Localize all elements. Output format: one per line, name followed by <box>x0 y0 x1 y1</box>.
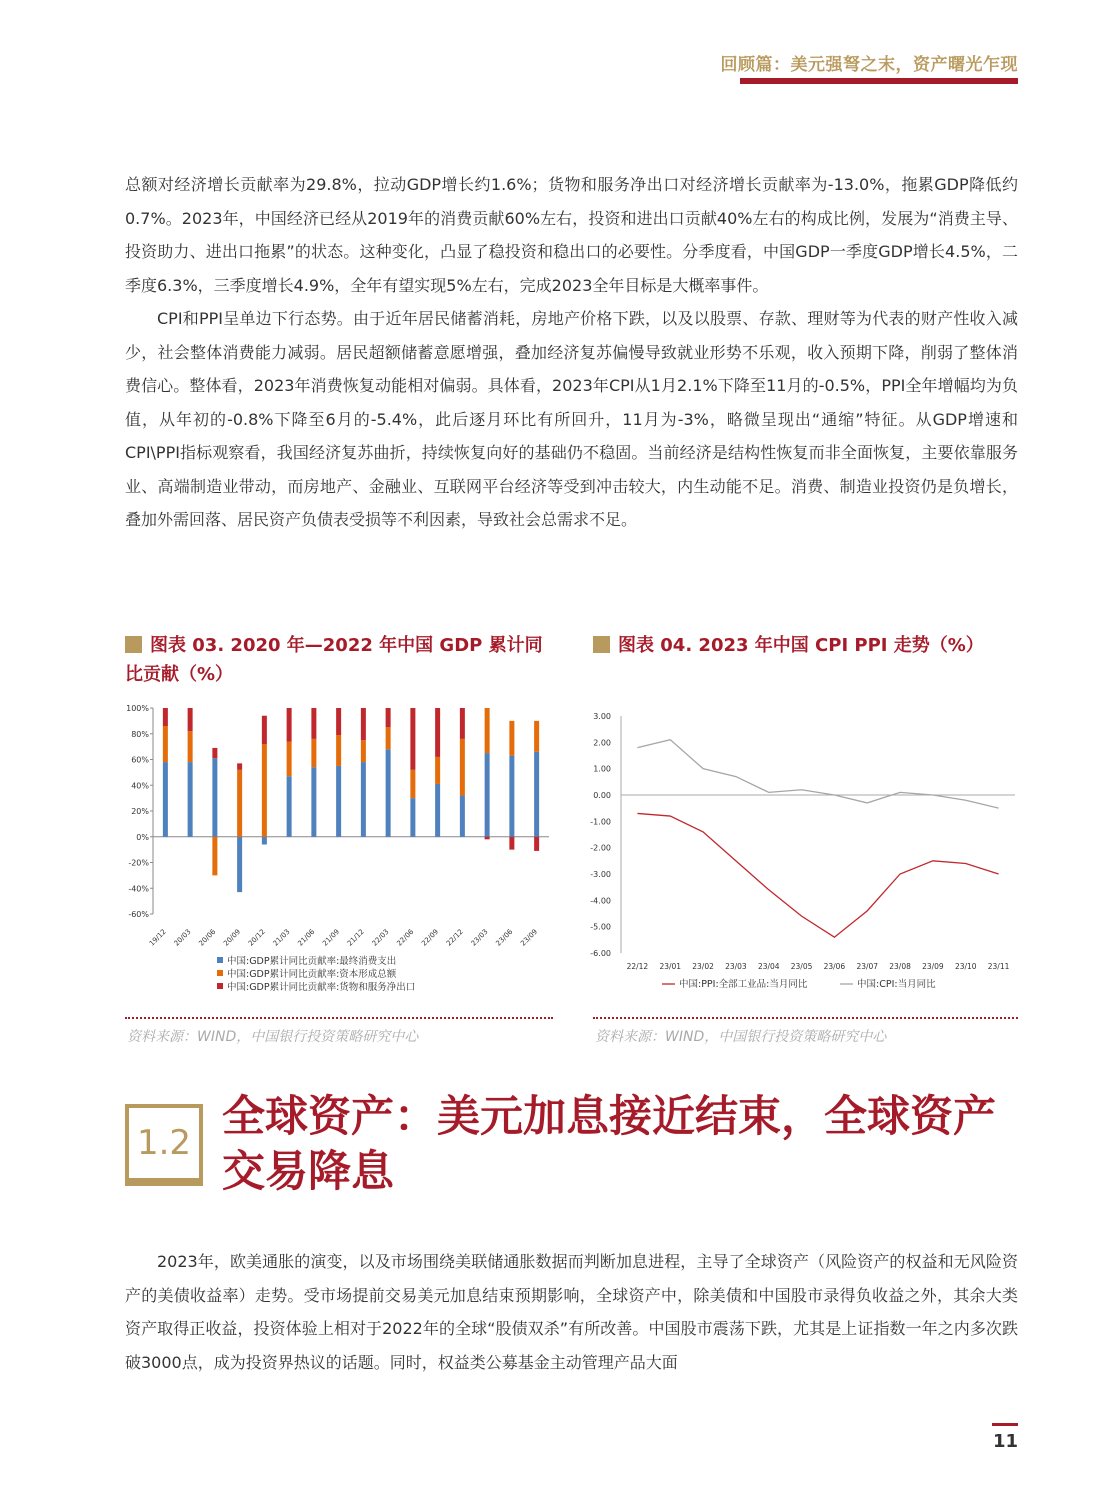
bar-20/09-s2 <box>237 763 242 769</box>
x-tick-label: 23/10 <box>954 962 977 971</box>
x-tick-label: 20/09 <box>222 927 243 948</box>
legend-swatch-1 <box>217 970 223 976</box>
bar-20/03-s1 <box>188 731 193 762</box>
x-tick-label: 23/04 <box>757 962 780 971</box>
bar-21/03-s2 <box>287 708 292 741</box>
y-tick-label: -20% <box>128 858 149 868</box>
y-tick-label: 1.00 <box>593 764 611 774</box>
figure-04-title-text: 图表 04. 2023 年中国 CPI PPI 走势（%） <box>618 635 984 656</box>
bar-20/03-s0 <box>188 762 193 837</box>
x-tick-label: 23/03 <box>725 962 747 971</box>
figure-03-title <box>125 631 555 689</box>
bar-20/12-s0 <box>262 837 267 845</box>
x-tick-label: 22/12 <box>444 927 465 948</box>
legend-label-1: 中国:GDP累计同比贡献率:资本形成总额 <box>227 969 397 980</box>
bar-21/03-s1 <box>287 741 292 776</box>
bar-20/06-s0 <box>212 758 217 837</box>
x-tick-label: 21/12 <box>345 927 366 948</box>
x-tick-label: 21/09 <box>321 927 342 948</box>
y-tick-label: 60% <box>131 755 149 765</box>
x-tick-label: 23/11 <box>987 962 1010 971</box>
bar-19/12-s0 <box>163 762 168 837</box>
legend-label-1: 中国:CPI:当月同比 <box>857 979 936 990</box>
section-number: 1.2 <box>136 1123 192 1163</box>
bar-20/12-s2 <box>262 716 267 744</box>
bar-20/12-s1 <box>262 744 267 837</box>
figure-04-divider <box>593 1017 1018 1019</box>
x-tick-label: 22/09 <box>420 927 441 948</box>
legend-swatch-0 <box>217 957 223 963</box>
x-tick-label: 21/03 <box>271 927 292 948</box>
y-tick-label: 80% <box>131 729 149 739</box>
bar-22/06-s2 <box>410 708 415 770</box>
section-number-underline <box>125 1178 203 1186</box>
header-title: 回顾篇：美元强弩之末，资产曙光乍现 <box>720 55 1018 75</box>
figure-04-source: 资料来源：WIND，中国银行投资策略研究中心 <box>595 1029 887 1045</box>
bar-22/06-s0 <box>410 798 415 837</box>
bar-21/09-s2 <box>336 708 341 735</box>
y-tick-label: 100% <box>126 704 149 713</box>
legend-label-0: 中国:PPI:全部工业品:当月同比 <box>679 979 808 990</box>
x-tick-label: 22/03 <box>370 927 391 948</box>
bar-20/03-s2 <box>188 708 193 731</box>
section-number-box <box>125 1104 203 1182</box>
bar-20/06-s2 <box>212 748 217 758</box>
body-text-bottom <box>125 1245 1018 1379</box>
bar-22/09-s1 <box>435 757 440 784</box>
y-tick-label: 2.00 <box>593 738 611 748</box>
x-tick-label: 20/03 <box>172 927 193 948</box>
paragraph-1: 总额对经济增长贡献率为29.8%，拉动GDP增长约1.6%；货物和服务净出口对经济增长贡献率为-13.0%，拖累GDP降低约0.7%。2023年，中国经济已经从2019年的消费贡献60%左右，投资和进出口贡献40%左右的构成比例，发展为“消费主导、投资助力、进出口拖累”的状态。这种变化，凸显了稳投资和稳出口的必要性。分季度看，中国GDP一季度GDP增长4.5%，二季度6.3%，三季度增长4.9%，全年有望实现5%左右，完成2023全年目标是大概率事件。 <box>125 175 1018 295</box>
y-tick-label: -60% <box>128 910 149 919</box>
header-bar <box>740 78 1018 84</box>
x-tick-label: 23/01 <box>659 962 682 971</box>
figure-04-square-icon <box>593 636 610 653</box>
bar-20/09-s0 <box>237 837 242 892</box>
legend-label-0: 中国:GDP累计同比贡献率:最终消费支出 <box>227 956 397 967</box>
bar-21/06-s0 <box>311 767 316 837</box>
x-tick-label: 23/08 <box>889 962 911 971</box>
bar-22/12-s1 <box>460 739 465 796</box>
bar-23/03-s2 <box>485 837 490 840</box>
figure-03-title-text: 图表 03. 2020 年—2022 年中国 GDP 累计同比贡献（%） <box>125 635 543 685</box>
bar-22/06-s1 <box>410 770 415 798</box>
x-tick-label: 23/09 <box>519 927 540 948</box>
bar-20/06-s1 <box>212 837 217 876</box>
bar-21/12-s0 <box>361 762 366 837</box>
y-tick-label: 0.00 <box>593 791 611 800</box>
y-tick-label: -6.00 <box>590 949 611 958</box>
x-tick-label: 23/06 <box>823 962 846 971</box>
page-number-bar <box>992 1423 1018 1426</box>
series-line-1 <box>637 740 998 808</box>
series-line-0 <box>637 813 998 937</box>
bar-21/09-s1 <box>336 735 341 766</box>
bar-23/09-s1 <box>534 721 539 752</box>
bar-23/03-s1 <box>485 708 490 753</box>
y-tick-label: -40% <box>128 884 149 894</box>
bar-21/03-s0 <box>287 776 292 837</box>
legend-swatch-2 <box>217 983 223 989</box>
x-tick-label: 23/06 <box>494 927 515 948</box>
bar-21/12-s1 <box>361 740 366 762</box>
x-tick-label: 19/12 <box>147 927 168 948</box>
page-number: 11 <box>992 1431 1018 1452</box>
y-tick-label: 3.00 <box>593 712 611 721</box>
x-tick-label: 23/05 <box>790 962 813 971</box>
bar-19/12-s2 <box>163 708 168 726</box>
x-tick-label: 22/06 <box>395 927 416 948</box>
figure-04-title <box>593 631 1023 660</box>
x-tick-label: 23/03 <box>469 927 490 948</box>
paragraph-2: CPI和PPI呈单边下行态势。由于近年居民储蓄消耗，房地产价格下跌，以及以股票、存款、理财等为代表的财产性收入减少，社会整体消费能力减弱。居民超额储蓄意愿增强，叠加经济复苏偏慢导致就业形势不乐观，收入预期下降，削弱了整体消费信心。整体看，2023年消费恢复动能相对偏弱。具体看，2023年CPI从1月2.1%下降至11月的-0.5%，PPI全年增幅均为负值，从年初的-0.8%下降至6月的-5.4%，此后逐月环比有所回升，11月为-3%，略微呈现出“通缩”特征。从GDP增速和CPI\PPI指标观察看，我国经济复苏曲折，持续恢复向好的基础仍不稳固。当前经济是结构性恢复而非全面恢复，主要依靠服务业、高端制造业带动，而房地产、金融业、互联网平台经济等受到冲击较大，内生动能不足。消费、制造业投资仍是负增长，叠加外需回落、居民资产负债表受损等不利因素，导致社会总需求不足。 <box>125 309 1018 529</box>
figure-03-divider <box>125 1017 553 1019</box>
bar-23/06-s2 <box>509 837 514 850</box>
x-tick-label: 23/02 <box>692 962 714 971</box>
bar-22/03-s1 <box>386 727 391 749</box>
bar-23/06-s1 <box>509 721 514 756</box>
figure-03-square-icon <box>125 636 142 653</box>
bar-23/03-s0 <box>485 753 490 837</box>
bar-21/06-s2 <box>311 708 316 739</box>
bar-23/06-s0 <box>509 756 514 837</box>
y-tick-label: -2.00 <box>590 843 611 853</box>
bar-22/12-s0 <box>460 796 465 837</box>
figure-03-source: 资料来源：WIND，中国银行投资策略研究中心 <box>127 1029 419 1045</box>
y-tick-label: -3.00 <box>590 870 611 879</box>
y-tick-label: -4.00 <box>590 896 611 906</box>
y-tick-label: -1.00 <box>590 817 611 827</box>
y-tick-label: -5.00 <box>590 922 611 932</box>
bar-22/03-s2 <box>386 708 391 727</box>
bar-22/09-s2 <box>435 708 440 757</box>
bar-22/03-s0 <box>386 749 391 837</box>
paragraph-3: 2023年，欧美通胀的演变，以及市场围绕美联储通胀数据而判断加息进程，主导了全球资产（风险资产的权益和无风险资产的美债收益率）走势。受市场提前交易美元加息结束预期影响，全球资产中，除美债和中国股市录得负收益之外，其余大类资产取得正收益，投资体验上相对于2022年的全球“股债双杀”有所改善。中国股市震荡下跌，尤其是上证指数一年之内多次跌破3000点，成为投资界热议的话题。同时，权益类公募基金主动管理产品大面 <box>125 1252 1018 1372</box>
gdp-contribution-bar-chart <box>125 698 555 1010</box>
x-tick-label: 22/12 <box>626 962 649 971</box>
y-tick-label: 40% <box>131 781 149 791</box>
bar-21/12-s2 <box>361 708 366 740</box>
x-tick-label: 20/12 <box>246 927 267 948</box>
y-tick-label: 20% <box>131 807 149 816</box>
x-tick-label: 23/09 <box>922 962 944 971</box>
x-tick-label: 23/07 <box>856 962 879 971</box>
bar-21/06-s1 <box>311 739 316 767</box>
legend-label-2: 中国:GDP累计同比贡献率:货物和服务净出口 <box>227 982 416 993</box>
cpi-ppi-line-chart <box>587 705 1023 1005</box>
bar-19/12-s1 <box>163 726 168 762</box>
bar-20/09-s1 <box>237 770 242 837</box>
bar-23/09-s0 <box>534 752 539 837</box>
body-text-top <box>125 168 1018 537</box>
section-title: 全球资产：美元加息接近结束，全球资产交易降息 <box>222 1092 996 1197</box>
x-tick-label: 21/06 <box>296 927 317 948</box>
bar-22/12-s2 <box>460 708 465 739</box>
bar-23/09-s2 <box>534 837 539 851</box>
bar-21/09-s0 <box>336 766 341 837</box>
x-tick-label: 20/06 <box>197 927 218 948</box>
y-tick-label: 0% <box>136 832 149 842</box>
bar-22/09-s0 <box>435 784 440 837</box>
